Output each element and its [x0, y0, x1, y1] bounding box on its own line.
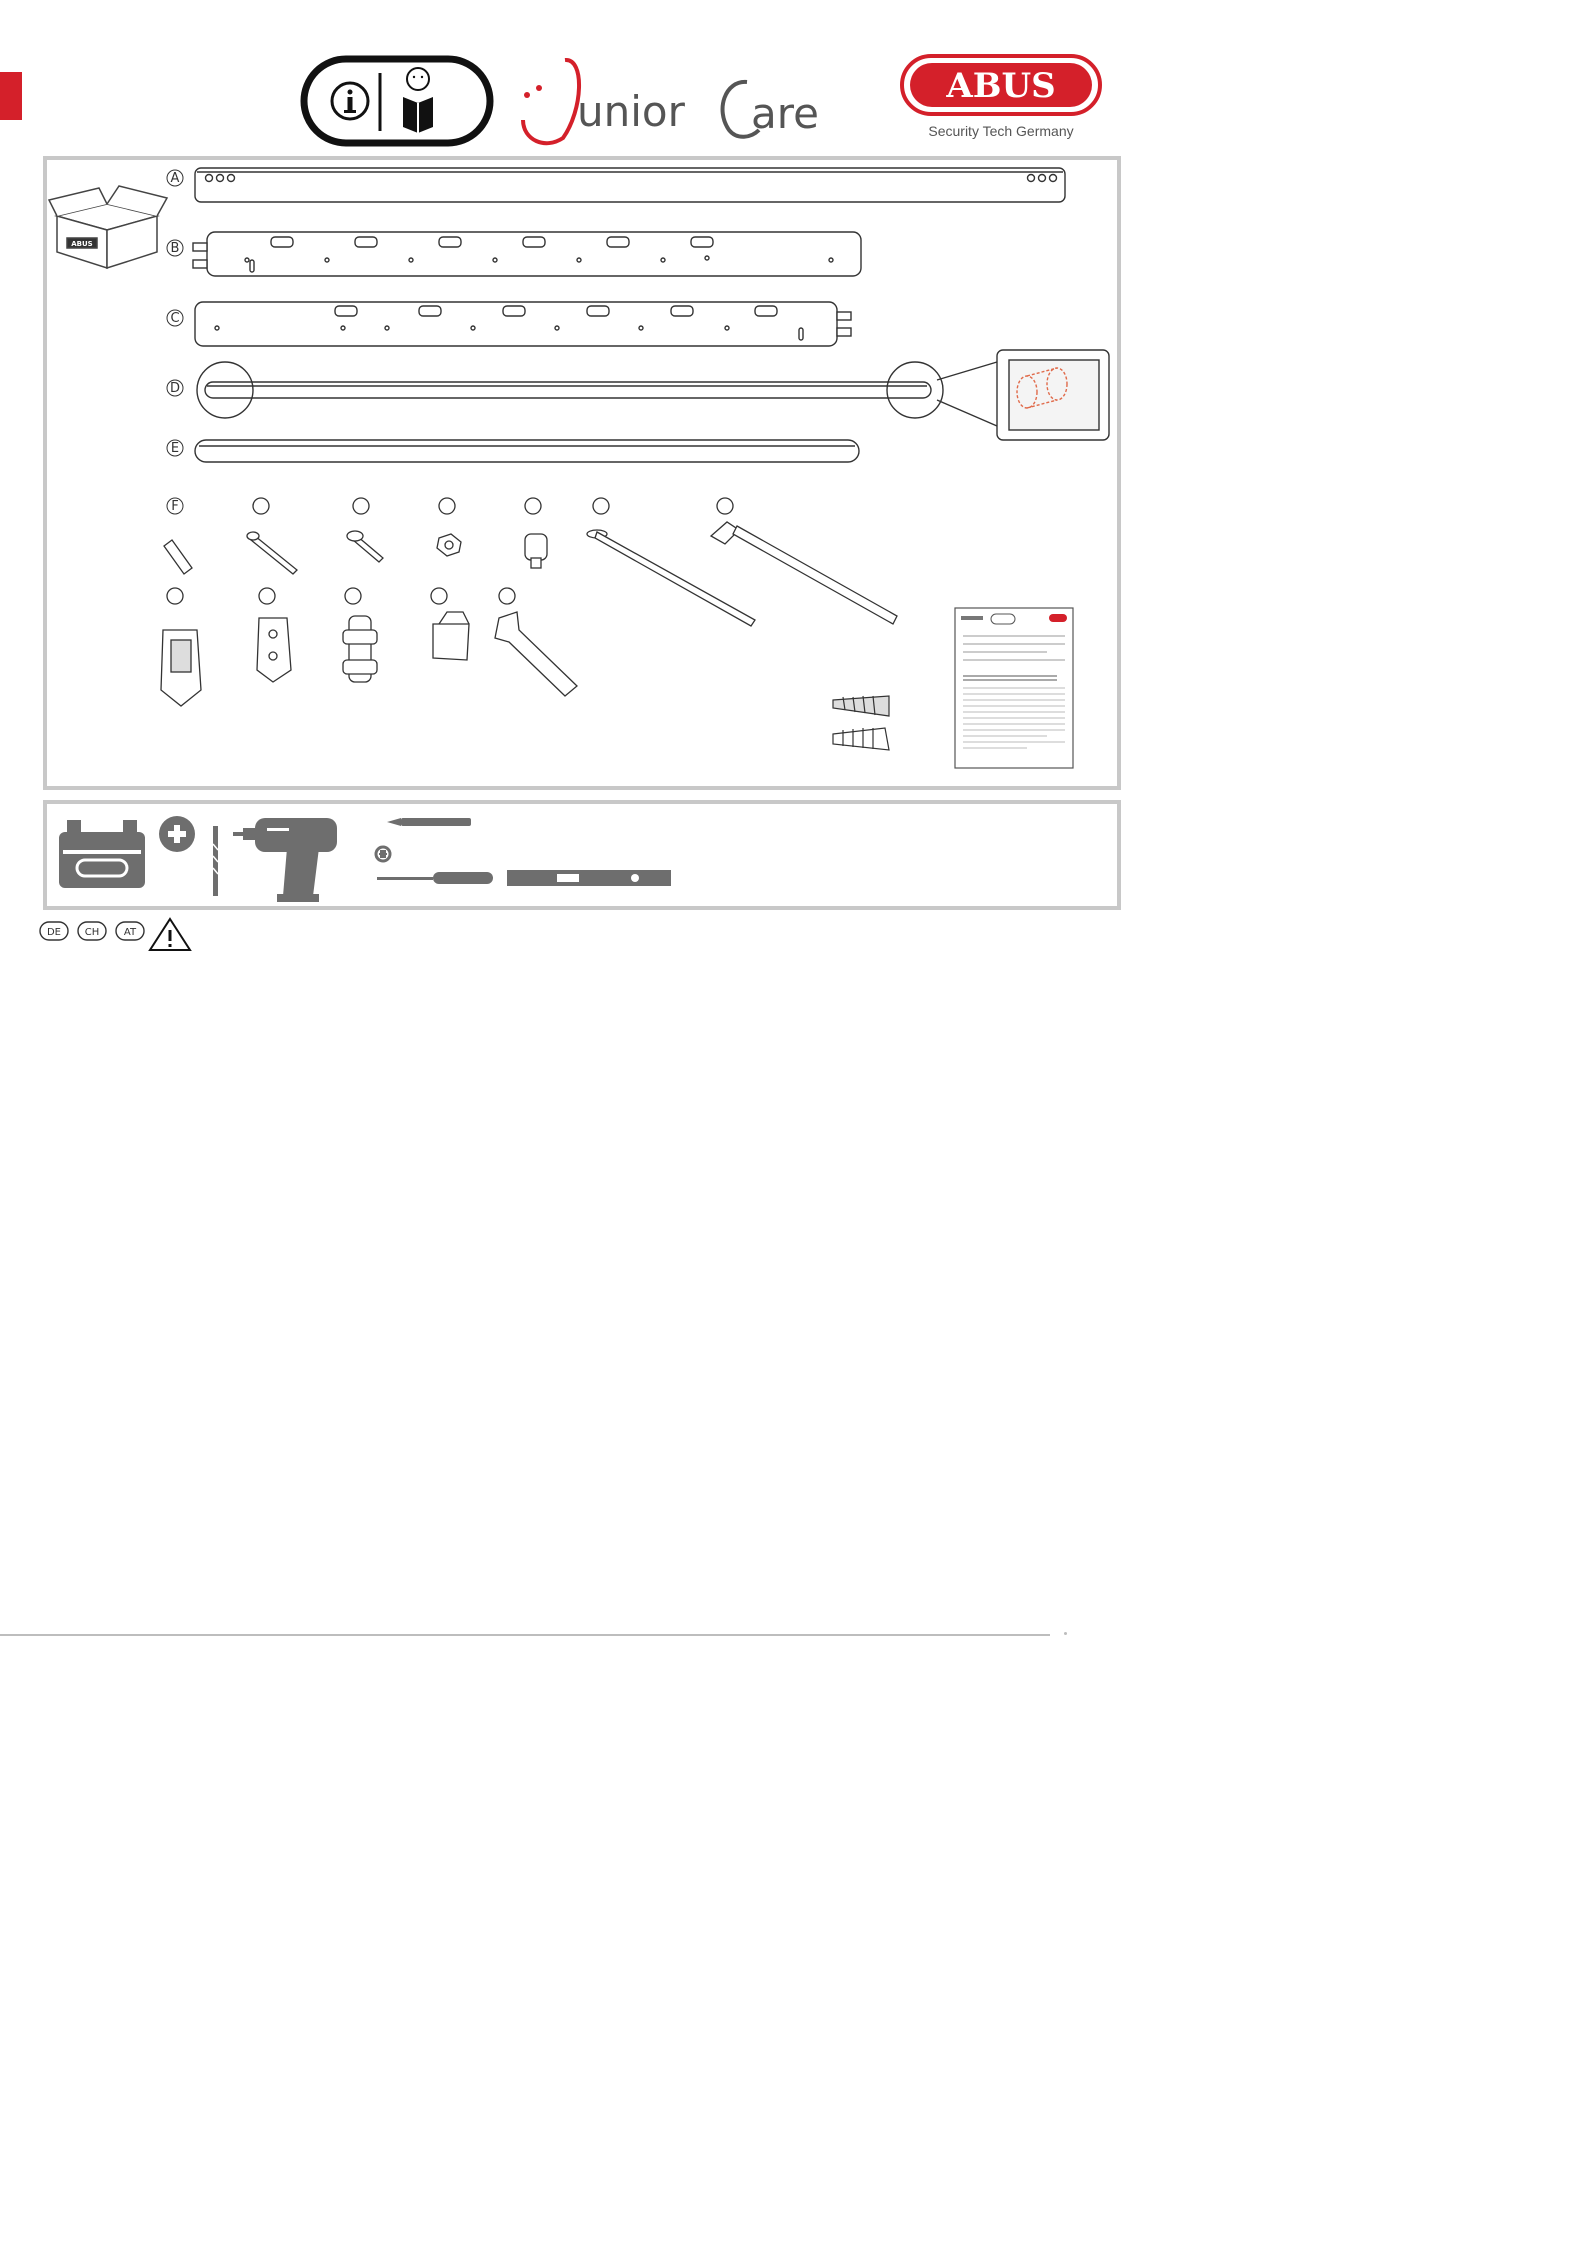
page-edge-tab	[0, 72, 22, 120]
footer-rule	[0, 1634, 1050, 1636]
company-tagline: Security Tech Germany	[928, 123, 1074, 139]
svg-text:DE: DE	[46, 927, 62, 938]
footer-marker	[1064, 1632, 1067, 1635]
clip-icon	[433, 624, 469, 660]
part-label-d	[167, 380, 183, 396]
part-label-e	[167, 440, 183, 456]
country-badge-ch	[78, 922, 106, 940]
svg-text:AT: AT	[123, 927, 137, 938]
warning-icon	[150, 919, 190, 950]
tools-drawing	[47, 804, 1117, 906]
small-parts-row-1	[164, 498, 897, 626]
svg-text:C: C	[170, 311, 180, 326]
svg-text:B: B	[170, 241, 180, 256]
rail-a	[195, 168, 1065, 202]
part-label-f	[167, 498, 183, 514]
part-label-a	[167, 170, 183, 186]
wall-plug-icon	[833, 728, 889, 750]
svg-text:D: D	[169, 381, 181, 396]
pencil-icon	[387, 818, 471, 826]
svg-text:E: E	[170, 441, 180, 456]
phillips-screwdriver-icon	[376, 847, 493, 884]
svg-text:F: F	[171, 499, 179, 514]
spirit-level-icon	[507, 870, 671, 886]
part-label-b	[167, 240, 183, 256]
small-parts-row-2	[161, 588, 577, 706]
rail-b	[193, 232, 861, 276]
part-label-c	[167, 310, 183, 326]
svg-text:unior: unior	[577, 87, 685, 136]
abus-logo	[898, 52, 1106, 144]
long-bolt-icon	[251, 536, 297, 574]
parts-drawing	[47, 160, 1117, 786]
country-badge-at	[116, 922, 144, 940]
screws-and-plugs	[833, 696, 889, 750]
mount-bracket-icon	[257, 618, 291, 682]
info-manual-badge	[300, 55, 500, 147]
country-badge-de	[40, 922, 68, 940]
svg-text:A: A	[170, 171, 180, 186]
wrench-icon	[495, 612, 577, 696]
rod-e	[195, 440, 859, 462]
abus-logo-text: ABUS	[946, 66, 1056, 106]
screw-icon	[833, 696, 889, 716]
svg-text:CH: CH	[84, 927, 100, 938]
rail-c	[195, 302, 851, 346]
plus-icon	[159, 816, 195, 852]
country-warning-row	[38, 916, 198, 952]
rod-d	[197, 350, 1109, 440]
drill-bit-icon	[213, 826, 218, 896]
junior-care-logo	[515, 50, 840, 155]
toolbox-icon	[59, 820, 145, 888]
package-box-icon	[49, 186, 167, 268]
instruction-manual-thumbnail	[955, 608, 1073, 768]
cordless-drill-icon	[233, 818, 337, 902]
dowel-icon	[164, 540, 192, 574]
parts-panel	[43, 156, 1121, 790]
tools-panel	[43, 800, 1121, 910]
box-label: ABUS	[71, 240, 93, 248]
svg-text:are: are	[751, 89, 819, 138]
cam-nut-icon	[525, 534, 547, 560]
